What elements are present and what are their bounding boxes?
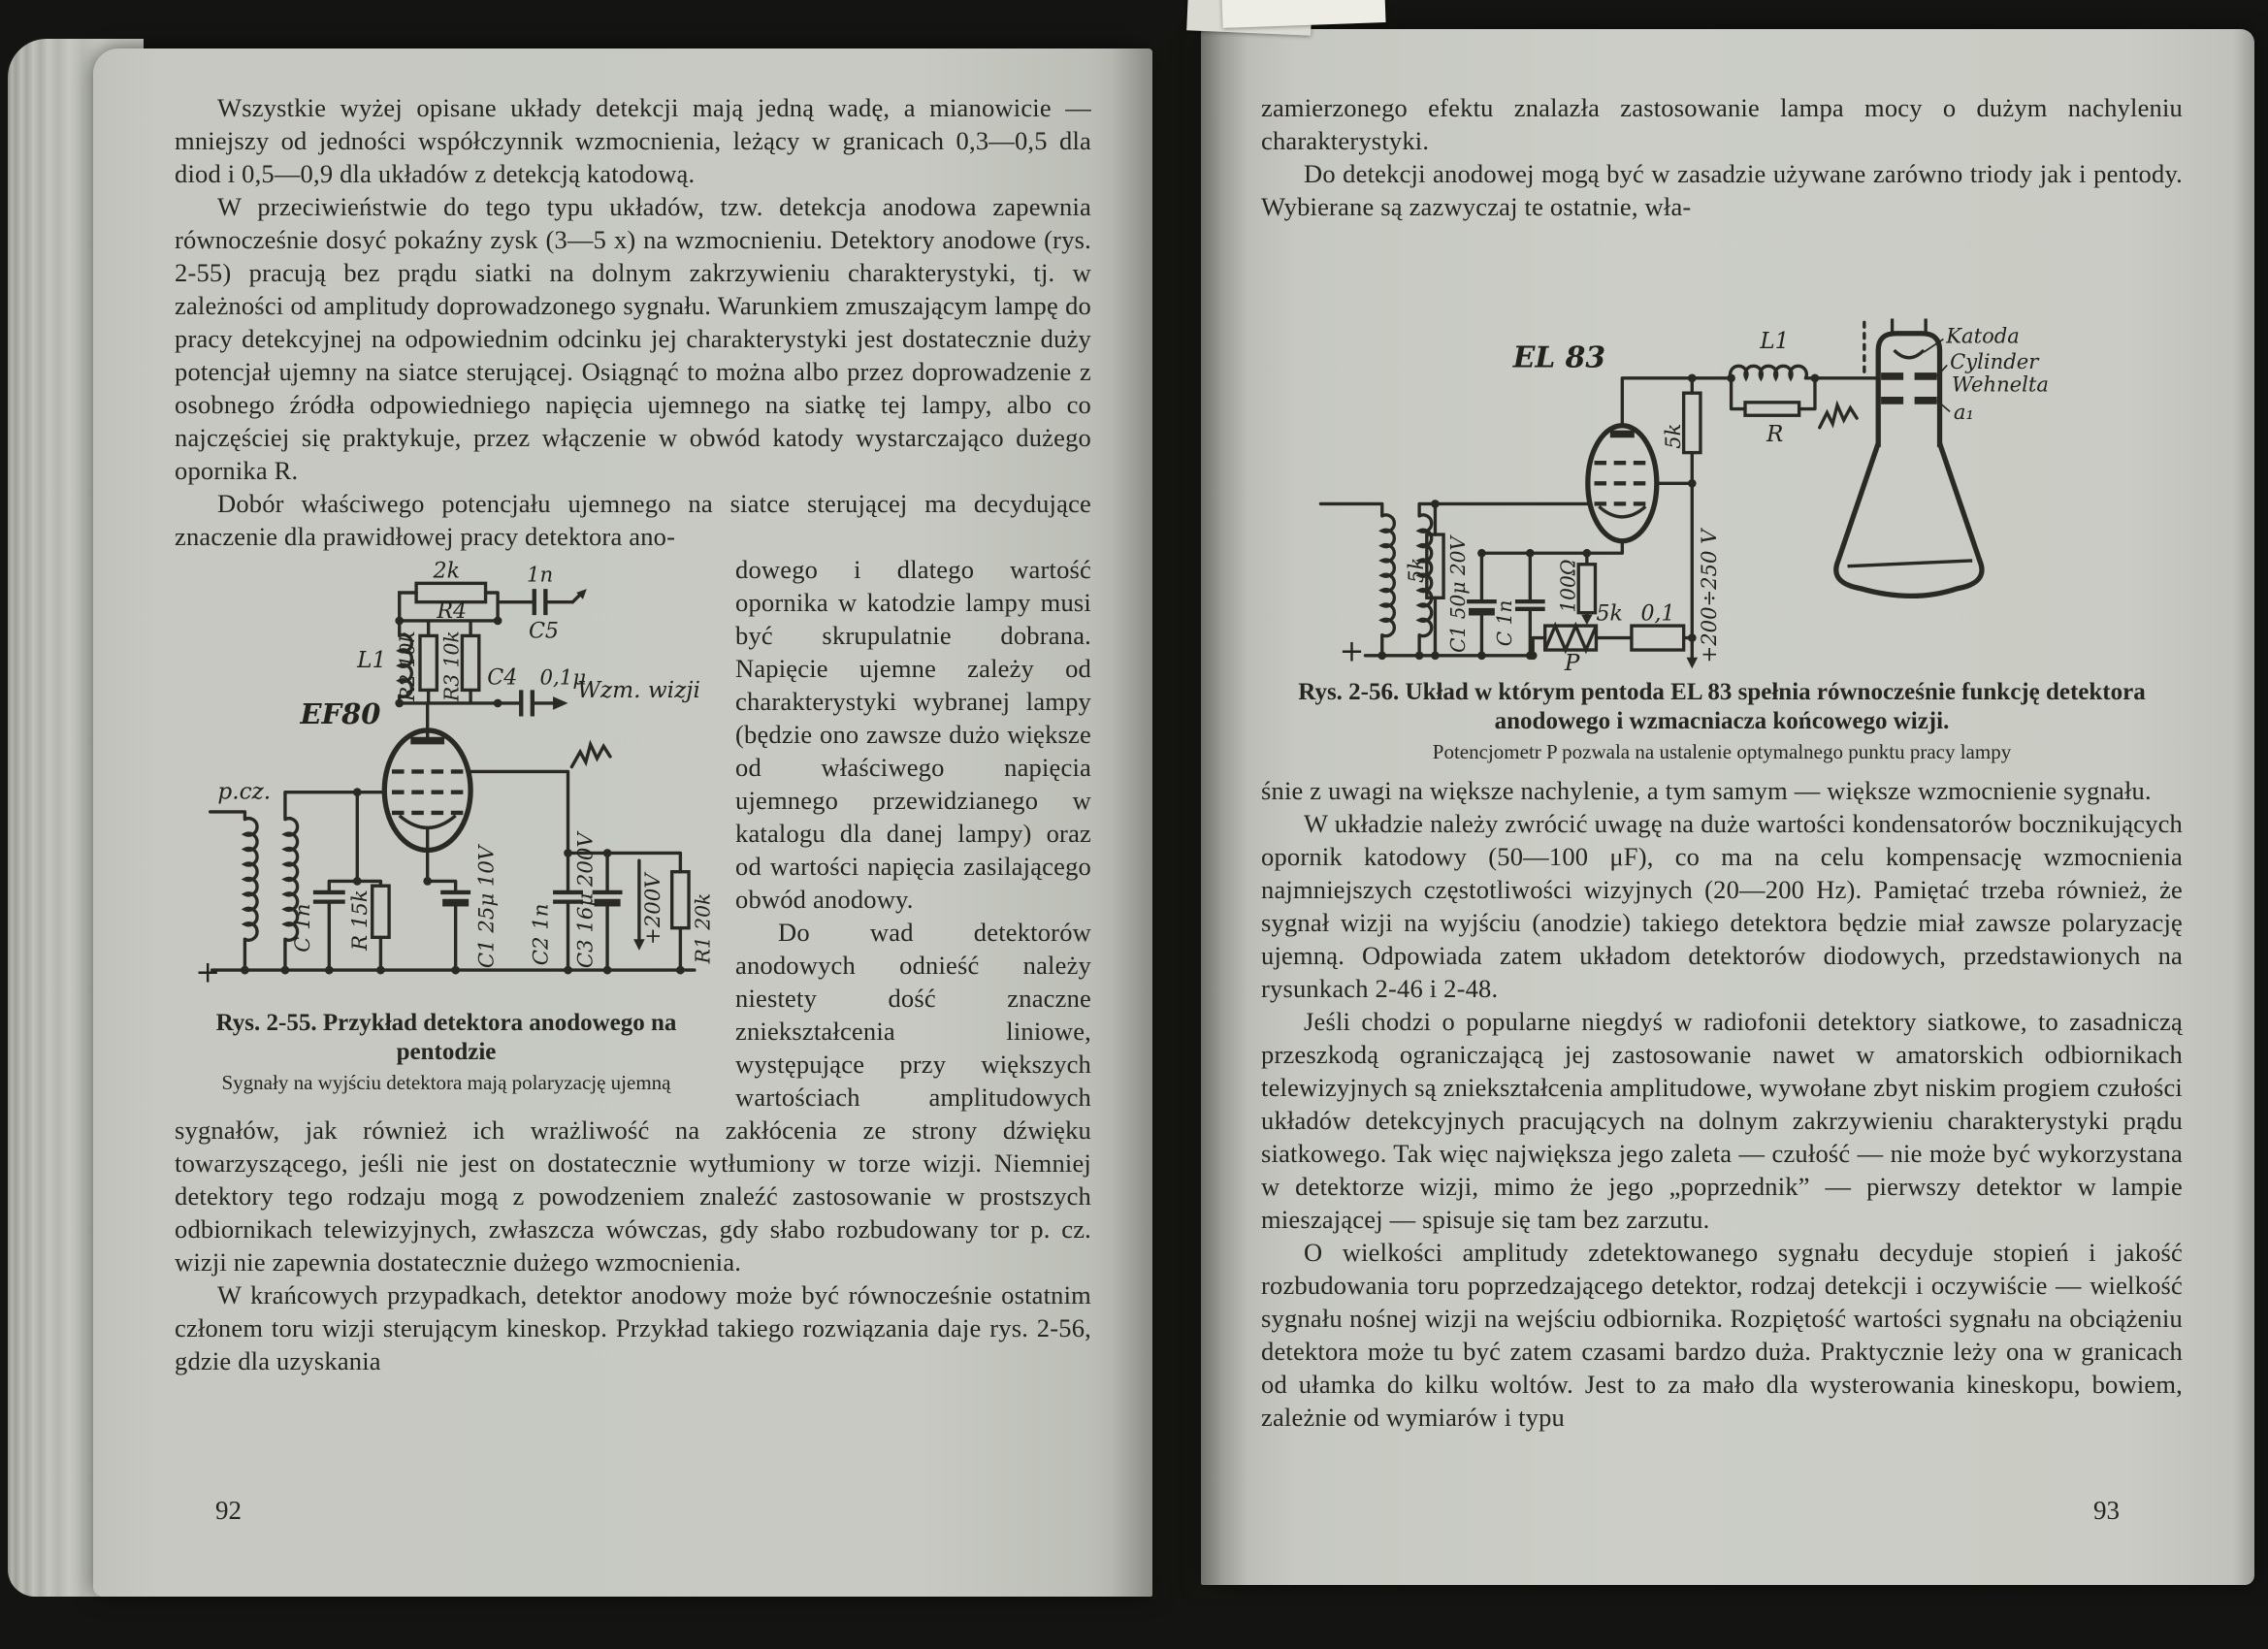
label-c4: C4 — [487, 664, 518, 691]
caption-note: Sygnały na wyjściu detektora mają polaryzację ujemną — [221, 1071, 671, 1094]
label-r: R 15k — [347, 889, 373, 951]
paragraph: Dobór właściwego potencjału ujemnego na siatce sterującej ma decydujące znaczenie dla prawidłowej pracy detektora ano- — [175, 489, 1091, 551]
paragraph: dowego i dlatego wartość opornika w katodzie lampy musi być skrupulatnie dobrana. Napięcie ujemne zależy od charakterystyki wybranej lampy (będzie ono zawsze dużo większe od właściwego napięcia ujemnego przewidzianego w katalogu dla danej lampy) oraz od wartości napięcia zasilającego obwód anodowy. — [735, 555, 1091, 914]
label-c5-val: 1n — [527, 563, 554, 588]
cathode — [1895, 350, 1925, 358]
waveform-squiggle — [571, 744, 610, 766]
label-r: R — [1766, 422, 1784, 448]
potentiometer — [1545, 615, 1597, 650]
label-a1: a₁ — [1953, 400, 1974, 425]
page-number-right: 93 — [2093, 1496, 2120, 1525]
label-c3: C3 16μ 200V — [573, 832, 599, 969]
label-out: Wzm. wizji — [577, 677, 700, 704]
label-pcz: p.cz. — [217, 778, 272, 805]
figure-caption — [175, 1009, 718, 1095]
if-transformer-coils — [244, 819, 297, 941]
paragraph: O wielkości amplitudy zdetektowanego sygnału decyduje stopień i jakość rozbudowania toru poprzedzającego detektor, rodzaj detekcji i oczywiście — wielkość sygnału nośnej wizji na wejściu odbiornika. Rozpiętość wartości sygnału na obciążeniu detektora może tu być zatem czasami bardzo duża. Praktycznie leży ona w granicach od ułamka do kilku woltów. Jest to za mało dla wysterowania kineskopu, bowiem, zależnie od wymiarów i typu — [1261, 1238, 2183, 1432]
paragraph: Wszystkie wyżej opisane układy detekcji mają jedną wadę, a mianowicie — mniejszy od jedności współczynnik wzmocnienia, leżący w granicach 0,3—0,5 dla diod i 0,5—0,9 dla układów z detekcją katodową. — [175, 93, 1091, 188]
caption-title: Rys. 2-55. Przykład detektora anodowego na pentodzie — [215, 1010, 677, 1065]
label-l1: L1 — [357, 647, 387, 674]
label-pot-val: 5k — [1596, 601, 1623, 627]
label-plus: + — [1339, 634, 1365, 669]
label-l1: L1 — [1760, 329, 1790, 355]
paragraph: zamierzonego efektu znalazła zastosowanie lampa mocy o dużym nachyleniu charakterystyki. — [1261, 93, 2183, 155]
label-tube: EL 83 — [1512, 340, 1606, 375]
right-page-text — [1261, 91, 2183, 1434]
page-number-left: 92 — [215, 1496, 242, 1525]
label-c: C 1n — [291, 903, 316, 953]
pentode-el83 — [1588, 426, 1657, 541]
paragraph: W krańcowych przypadkach, detektor anodowy może być równocześnie ostatnim członem toru wizji sterującym kineskop. Przykład takiego rozwiązania daje rys. 2-56, gdzie dla uzyskania — [175, 1280, 1091, 1375]
label-r01: 0,1 — [1640, 601, 1675, 627]
label-c2: C2 1n — [529, 903, 554, 966]
label-r2: R2 10k — [396, 630, 420, 701]
label-r3: R3 10k — [439, 630, 464, 701]
label-pot: P — [1564, 651, 1580, 674]
paragraph: Do wad detektorów anodowych odnieść należy niestety dość znaczne zniekształcenia liniowe, występujące przy większych wartościach amplitudowych sygnałów, jak również ich wrażliwość na zakłócenia ze strony dźwięku towarzyszącego, jeśli nie jest on dostatecznie wytłumiony w torze wizji. Niemniej detektory tego rodzaju mogą z powodzeniem znaleźć zastosowanie w prostszych odbiornikach telewizyjnych, zwłaszcza wówczas, gdy słabo rozbudowany tor p. cz. wizji nie zapewnia dostatecznie dużego wzmocnienia. — [175, 918, 1091, 1277]
label-r1: R1 20k — [691, 892, 715, 964]
label-c5: C5 — [528, 618, 560, 644]
label-plus: + — [195, 954, 221, 990]
label-rk: 100Ω — [1556, 559, 1580, 613]
figure-2-55 — [175, 561, 718, 1095]
label-r-in: 5k — [1403, 557, 1428, 583]
circuit-diagram-el83 — [1261, 237, 2183, 674]
label-c4-val: 0,1μ — [539, 665, 587, 691]
figure-2-56 — [1261, 237, 2183, 764]
left-page-text — [175, 91, 1091, 1377]
label-katoda: Katoda — [1946, 323, 2020, 348]
l1-coil — [1731, 366, 1807, 378]
paragraph: Jeśli chodzi o popularne niegdyś w radiofonii detektory siatkowe, to zasadniczą przeszkodą ograniczającą jej zastosowanie nawet w amatorskich odbiornikach telewizyjnych są zniekształcenia amplitudowe, wywołane zbyt niskim progiem czułości układów detekcyjnych pracujących na dolnym zakrzywieniu charakterystyki prądu siatkowego. Tak więc największa jego zaleta — czułość — nie może być wykorzystana w detektorze wizji, mimo że jego „poprzednik” — pierwszy detektor w lampie mieszającej — spisuje się tam bez zarzutu. — [1261, 1007, 2183, 1234]
label-r-screen: 5k — [1660, 423, 1685, 449]
paragraph: Do detekcji anodowej mogą być w zasadzie używane zarówno triody jak i pentody. Wybierane są zazwyczaj te ostatnie, wła- — [1261, 159, 2183, 221]
caption-note: Potencjometr P pozwala na ustalenie optymalnego punktu pracy lampy — [1432, 740, 2012, 763]
label-r4: R4 — [437, 598, 468, 625]
label-c1: C1 50μ 20V — [1446, 536, 1471, 653]
paper-slip — [1221, 0, 1385, 28]
label-supply: +200V — [641, 873, 666, 946]
left-page — [93, 48, 1152, 1597]
figure-caption — [1261, 678, 2183, 764]
paragraph: W układzie należy zwrócić uwagę na duże wartości kondensatorów bocznikujących opornik katodowy (50—100 μF), co ma na celu kompensację wzmocnienia najmniejszych częstotliwości wizyjnych (20—200 Hz). Pamiętać trzeba również, że sygnał wizji na wyjściu (anodzie) takiego detektora będzie miał zawsze polaryzację ujemną. Odpowiada zatem układom detektorów diodowych, przedstawionych na rysunkach 2-46 i 2-48. — [1261, 809, 2183, 1003]
label-tube: EF80 — [300, 697, 381, 731]
label-c: C 1n — [1493, 599, 1517, 647]
label-wehnelta: Wehnelta — [1952, 372, 2049, 397]
output-arrows — [553, 589, 645, 951]
paragraph: śnie z uwagi na większe nachylenie, a tym samym — większe wzmocnienie sygnału. — [1261, 776, 2152, 805]
right-page — [1201, 29, 2254, 1585]
caption-title: Rys. 2-56. Układ w którym pentoda EL 83 spełnia równocześnie funkcję detektora anodowego i wzmacniacza końcowego wizji. — [1298, 679, 2146, 734]
waveform-squiggle — [1820, 405, 1857, 428]
label-r4-val: 2k — [433, 561, 461, 584]
circuit-diagram-ef80 — [175, 561, 718, 1005]
paragraph: W przeciwieństwie do tego typu układów, tzw. detekcja anodowa zapewnia równocześnie dosyć pokaźny zysk (3—5 x) na wzmocnieniu. Detektory anodowe (rys. 2-55) pracują bez prądu siatki na dolnym zakrzywieniu charakterystyki, tj. w zależności od amplitudy doprowadzonego sygnału. Warunkiem zmuszającym lampę do pracy detekcyjnej na odpowiednim odcinku jej charakterystyki jest dostatecznie duży potencjał ujemny na siatce sterującej. Osiągnąć to można albo przez doprowadzenie z osobnego źródła odpowiedniego napięcia ujemnego na siatkę tej lampy, albo co najczęściej się praktykuje, przez włączenie w obwód katody wystarczająco dużego opornika R. — [175, 192, 1091, 485]
label-supply: +200÷250 V — [1697, 529, 1722, 663]
label-c1: C1 25μ 10V — [474, 845, 500, 969]
label-cylinder: Cylinder — [1950, 349, 2039, 374]
